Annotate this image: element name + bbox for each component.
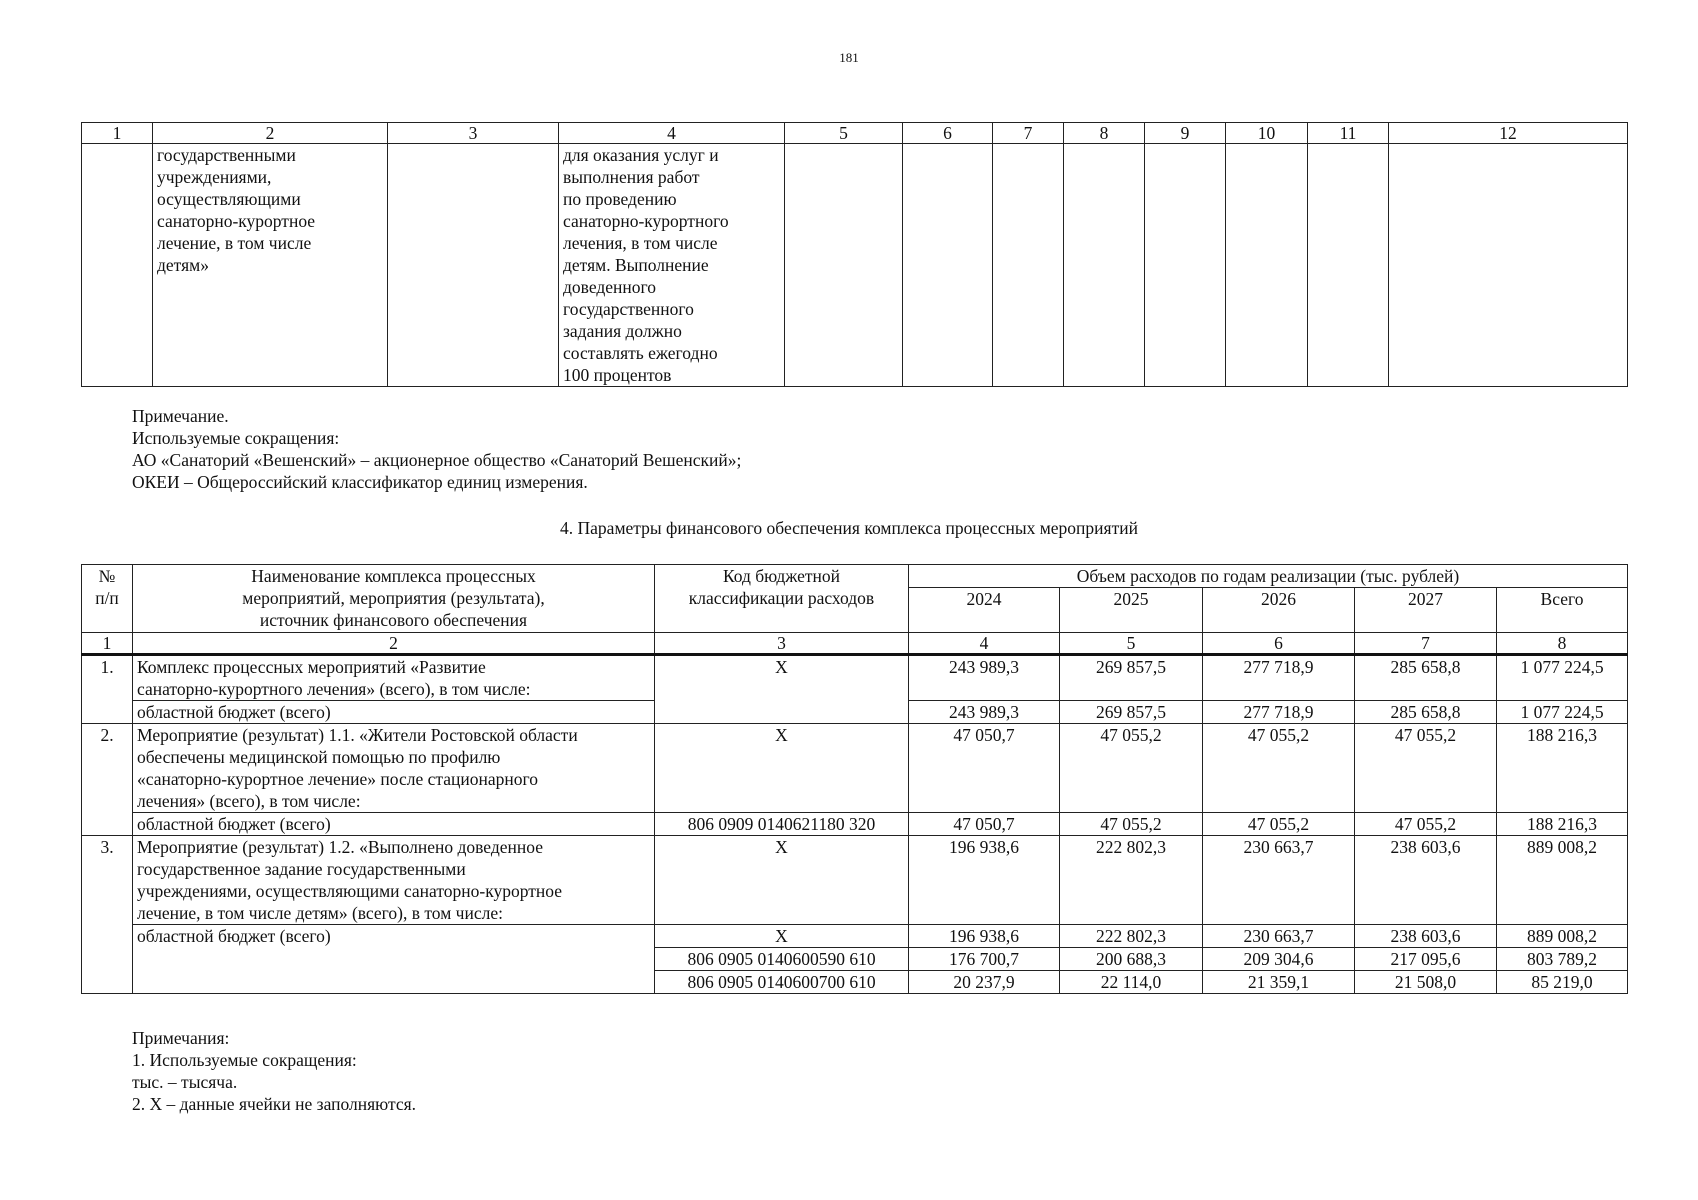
value-2024: 47 050,7 [909, 813, 1060, 836]
table-cell [993, 144, 1064, 387]
section-title: 4. Параметры финансового обеспечения комплекса процессных мероприятий [560, 518, 1138, 538]
header-num: № п/п [82, 565, 133, 633]
value-2024: 196 938,6 [909, 925, 1060, 948]
header-year-2024: 2024 [909, 588, 1060, 633]
column-number: 7 [993, 123, 1064, 144]
column-number: 1 [82, 633, 133, 655]
column-number: 1 [82, 123, 153, 144]
column-number: 8 [1064, 123, 1145, 144]
note-line: АО «Санаторий «Вешенский» – акционерное общество «Санаторий Вешенский»; [132, 450, 742, 470]
value-2024: 176 700,7 [909, 948, 1060, 971]
table-cell [1308, 144, 1389, 387]
header-year-2026: 2026 [1203, 588, 1355, 633]
value-total: 803 789,2 [1497, 948, 1628, 971]
table-row [82, 813, 1628, 836]
row-code: Х [655, 836, 909, 925]
value-2025: 269 857,5 [1060, 701, 1203, 724]
result-name-cell: государственными учреждениями, осуществляющими санаторно-курортное лечение, в том числе детям» [153, 144, 388, 387]
column-number: 3 [388, 123, 559, 144]
value-2027: 47 055,2 [1355, 724, 1497, 813]
value-2027: 285 658,8 [1355, 655, 1497, 701]
column-number: 3 [655, 633, 909, 655]
row-name: областной бюджет (всего) [133, 813, 655, 836]
table-row [82, 836, 1628, 925]
value-2026: 277 718,9 [1203, 701, 1355, 724]
column-number-row [82, 633, 1628, 655]
note-line: Используемые сокращения: [132, 428, 340, 448]
value-2026: 230 663,7 [1203, 925, 1355, 948]
table-row [82, 655, 1628, 701]
row-code: 806 0905 0140600700 610 [655, 971, 909, 994]
table-cell [1226, 144, 1308, 387]
column-number: 9 [1145, 123, 1226, 144]
header-row [82, 565, 1628, 588]
note-line: 2. Х – данные ячейки не заполняются. [132, 1094, 417, 1114]
table-cell [388, 144, 559, 387]
value-2025: 200 688,3 [1060, 948, 1203, 971]
column-number: 6 [1203, 633, 1355, 655]
value-2026: 47 055,2 [1203, 813, 1355, 836]
page-number: 181 [839, 50, 859, 65]
value-total: 1 077 224,5 [1497, 701, 1628, 724]
note-line: 1. Используемые сокращения: [132, 1050, 357, 1070]
column-number: 5 [1060, 633, 1203, 655]
value-2026: 21 359,1 [1203, 971, 1355, 994]
column-number-row [82, 123, 1628, 144]
table-cell [82, 144, 153, 387]
column-number: 7 [1355, 633, 1497, 655]
row-number: 1. [82, 655, 133, 724]
row-number: 3. [82, 836, 133, 994]
value-2027: 238 603,6 [1355, 925, 1497, 948]
table-row [82, 144, 1628, 387]
abbreviations-note [132, 405, 741, 493]
row-code: Х [655, 724, 909, 813]
header-name: Наименование комплекса процессных мероприятий, мероприятия (результата), источник финансового обеспечения [133, 565, 655, 633]
note-line: Примечания: [132, 1028, 230, 1048]
value-2024: 47 050,7 [909, 724, 1060, 813]
table-row [82, 724, 1628, 813]
header-year-2027: 2027 [1355, 588, 1497, 633]
column-number: 10 [1226, 123, 1308, 144]
header-volume: Объем расходов по годам реализации (тыс. рублей) [909, 565, 1628, 588]
value-total: 889 008,2 [1497, 836, 1628, 925]
financing-table [81, 564, 1628, 994]
value-total: 188 216,3 [1497, 724, 1628, 813]
column-number: 5 [785, 123, 903, 144]
note-line: тыс. – тысяча. [132, 1072, 238, 1092]
header-year-2025: 2025 [1060, 588, 1203, 633]
row-code: 806 0905 0140600590 610 [655, 948, 909, 971]
column-number: 8 [1497, 633, 1628, 655]
table-cell [785, 144, 903, 387]
row-name: областной бюджет (всего) [133, 701, 655, 724]
value-2024: 196 938,6 [909, 836, 1060, 925]
value-2027: 47 055,2 [1355, 813, 1497, 836]
value-2025: 22 114,0 [1060, 971, 1203, 994]
value-2027: 21 508,0 [1355, 971, 1497, 994]
row-code: Х [655, 655, 909, 724]
row-number: 2. [82, 724, 133, 836]
table-cell [1389, 144, 1628, 387]
value-2025: 222 802,3 [1060, 836, 1203, 925]
value-2027: 285 658,8 [1355, 701, 1497, 724]
result-description-cell: для оказания услуг и выполнения работ по проведению санаторно-курортного лечения, в том числе детям. Выполнение доведенного государственного задания должно составлять ежегодно 100 процентов [559, 144, 785, 387]
value-2025: 47 055,2 [1060, 724, 1203, 813]
value-2024: 20 237,9 [909, 971, 1060, 994]
row-code: 806 0909 0140621180 320 [655, 813, 909, 836]
value-total: 85 219,0 [1497, 971, 1628, 994]
value-2025: 269 857,5 [1060, 655, 1203, 701]
financing-notes [132, 1027, 416, 1115]
value-2025: 47 055,2 [1060, 813, 1203, 836]
column-number: 4 [559, 123, 785, 144]
column-number: 2 [133, 633, 655, 655]
value-2026: 209 304,6 [1203, 948, 1355, 971]
value-2027: 238 603,6 [1355, 836, 1497, 925]
row-name: Мероприятие (результат) 1.1. «Жители Ростовской области обеспечены медицинской помощью по профилю «санаторно-курортное лечение» после стационарного лечения» (всего), в том числе: [133, 724, 655, 813]
value-2024: 243 989,3 [909, 655, 1060, 701]
value-2027: 217 095,6 [1355, 948, 1497, 971]
value-2026: 47 055,2 [1203, 724, 1355, 813]
column-number: 4 [909, 633, 1060, 655]
column-number: 11 [1308, 123, 1389, 144]
column-number: 2 [153, 123, 388, 144]
table-row [82, 925, 1628, 948]
value-total: 889 008,2 [1497, 925, 1628, 948]
row-name: областной бюджет (всего) [133, 925, 655, 994]
column-number: 12 [1389, 123, 1628, 144]
table-cell [1145, 144, 1226, 387]
value-total: 1 077 224,5 [1497, 655, 1628, 701]
row-name: Мероприятие (результат) 1.2. «Выполнено доведенное государственное задание государственными учреждениями, осуществляющими санаторно-курортное лечение, в том числе детям» (всего), в том числе: [133, 836, 655, 925]
header-total: Всего [1497, 588, 1628, 633]
value-2024: 243 989,3 [909, 701, 1060, 724]
value-total: 188 216,3 [1497, 813, 1628, 836]
value-2026: 230 663,7 [1203, 836, 1355, 925]
header-code: Код бюджетной классификации расходов [655, 565, 909, 633]
row-name: Комплекс процессных мероприятий «Развитие санаторно-курортного лечения» (всего), в том числе: [133, 655, 655, 701]
table-cell [903, 144, 993, 387]
note-line: Примечание. [132, 406, 229, 426]
value-2025: 222 802,3 [1060, 925, 1203, 948]
column-number: 6 [903, 123, 993, 144]
table-cell [1064, 144, 1145, 387]
row-code: Х [655, 925, 909, 948]
note-line: ОКЕИ – Общероссийский классификатор единиц измерения. [132, 472, 588, 492]
value-2026: 277 718,9 [1203, 655, 1355, 701]
continuation-table [81, 122, 1628, 387]
